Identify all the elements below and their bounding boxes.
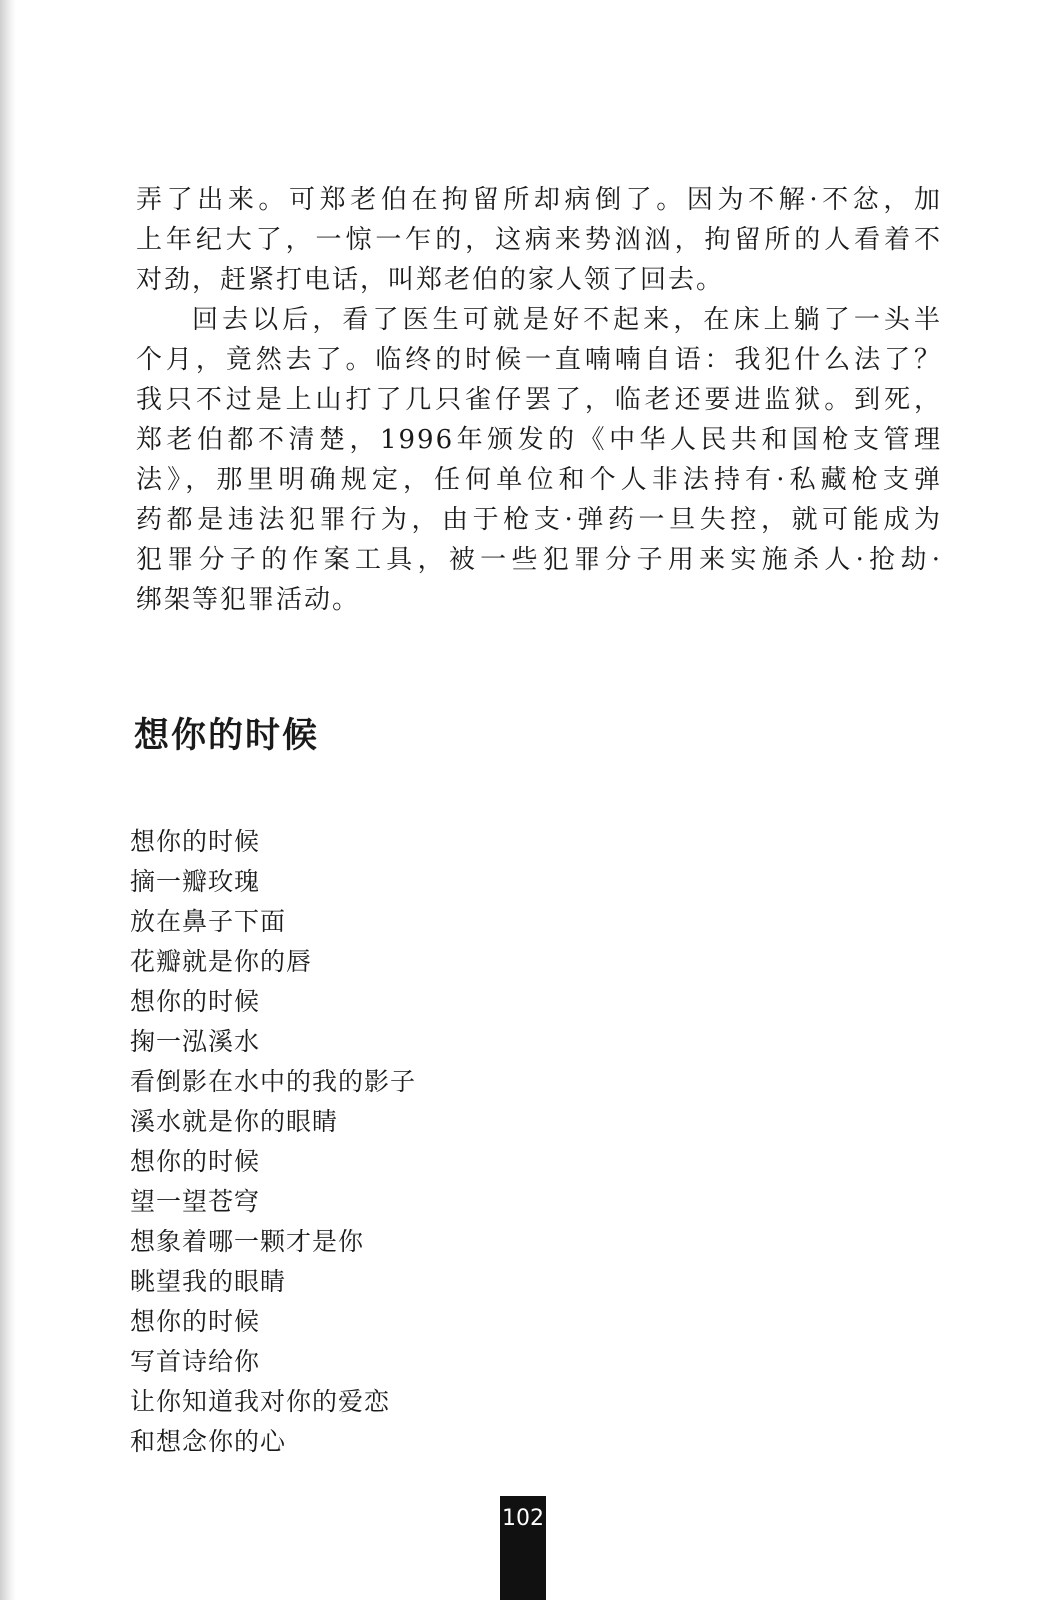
poem-line: 想你的时候 [130,1307,261,1336]
poem-title: 想你的时候 [134,716,320,756]
paragraph-2 [136,300,942,620]
body-text [136,180,942,620]
poem-line: 想象着哪一颗才是你 [130,1227,365,1256]
poem-line: 想你的时候 [130,987,261,1016]
poem-line: 掬一泓溪水 [130,1027,261,1056]
text-line: 绑架等犯罪活动。 [136,585,361,615]
poem-line: 想你的时候 [130,827,261,856]
text-line: 上年纪大了，一惊一乍的，这病来势汹汹，拘留所的人看着不 [136,225,942,255]
text-line: 弄了出来。可郑老伯在拘留所却病倒了。因为不解·不忿，加 [136,185,942,215]
text-line: 药都是违法犯罪行为，由于枪支·弹药一旦失控，就可能成为 [136,505,942,535]
page-number: 102 [500,1496,546,1600]
poem-line: 望一望苍穹 [130,1187,261,1216]
text-line: 我只不过是上山打了几只雀仔罢了，临老还要进监狱。到死， [136,385,942,415]
poem-line: 摘一瓣玫瑰 [130,867,261,896]
poem-line: 让你知道我对你的爱恋 [130,1387,391,1416]
text-line: 个月，竟然去了。临终的时候一直喃喃自语：我犯什么法了？ [136,345,942,375]
text-line: 犯罪分子的作案工具，被一些犯罪分子用来实施杀人·抢劫· [136,545,942,575]
poem-line: 眺望我的眼睛 [130,1267,287,1296]
poem-line: 看倒影在水中的我的影子 [130,1067,417,1096]
text-line: 对劲，赶紧打电话，叫郑老伯的家人领了回去。 [136,265,725,295]
poem-line: 放在鼻子下面 [130,907,287,936]
text-line: 郑老伯都不清楚，1996年颁发的《中华人民共和国枪支管理 [136,425,942,455]
poem-line: 花瓣就是你的唇 [130,947,313,976]
poem [130,822,416,1462]
page-binding-edge [0,0,16,1600]
text-line: 回去以后，看了医生可就是好不起来，在床上躺了一头半 [192,305,942,335]
poem-line: 想你的时候 [130,1147,261,1176]
paragraph-1 [136,180,942,300]
poem-line: 写首诗给你 [130,1347,261,1376]
poem-line: 和想念你的心 [130,1427,287,1456]
poem-line: 溪水就是你的眼睛 [130,1107,339,1136]
text-line: 法》，那里明确规定，任何单位和个人非法持有·私藏枪支弹 [136,465,942,495]
